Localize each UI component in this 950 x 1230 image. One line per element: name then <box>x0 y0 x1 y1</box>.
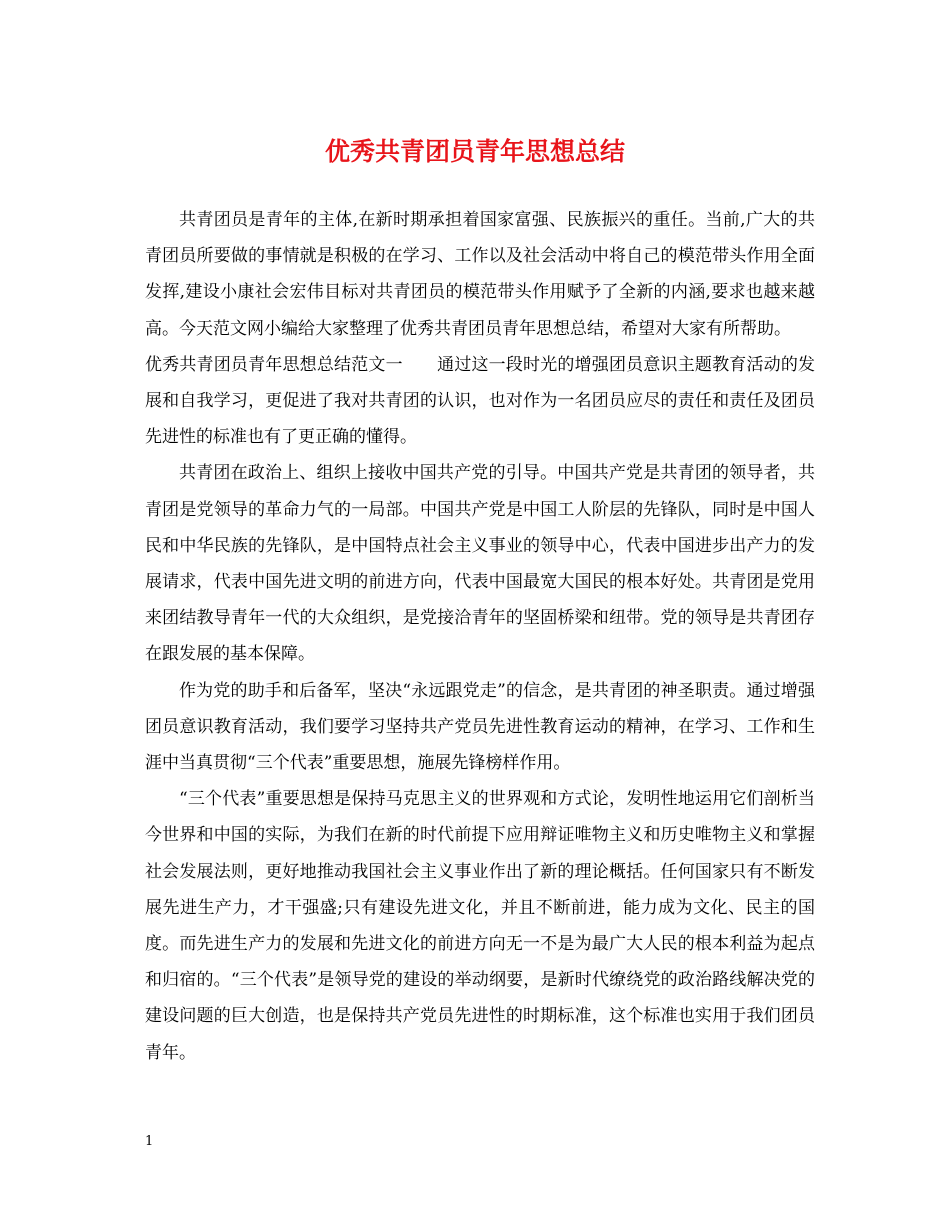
paragraph-intro: 共青团员是青年的主体,在新时期承担着国家富强、民族振兴的重任。当前,广大的共青团员所要做的事情就是积极的在学习、工作以及社会活动中将自己的模范带头作用全面发挥,建设小康社会宏伟目标对共青团员的模范带头作用赋予了全新的内涵,要求也越来越高。今天范文网小编给大家整理了优秀共青团员青年思想总结，希望对大家有所帮助。 <box>145 210 815 339</box>
document-body <box>145 202 815 1071</box>
page-number: 1 <box>145 1134 154 1149</box>
paragraph-three-represents: “三个代表”重要思想是保持马克思主义的世界观和方式论，发明性地运用它们剖析当今世界和中国的实际，为我们在新的时代前提下应用辩证唯物主义和历史唯物主义和掌握社会发展法则，更好地推动我国社会主义事业作出了新的理论概括。任何国家只有不断发展先进生产力，才干强盛;只有建设先进文化，并且不断前进，能力成为文化、民主的国度。而先进生产力的发展和先进文化的前进方向无一不是为最广大人民的根本利益为起点和归宿的。“三个代表”是领导党的建设的举动纲要，是新时代缭绕党的政治路线解决党的建设问题的巨大创造，也是保持共产党员先进性的时期标准，这个标准也实用于我们团员青年。 <box>145 789 815 1063</box>
page-title: 优秀共青团员青年思想总结 <box>324 137 625 166</box>
paragraph-party-leadership: 共青团在政治上、组织上接收中国共产党的引导。中国共产党是共青团的领导者，共青团是党领导的革命力气的一局部。中国共产党是中国工人阶层的先锋队，同时是中国人民和中华民族的先锋队，是中国特点社会主义事业的领导中心，代表中国进步出产力的发展请求，代表中国先进文明的前进方向，代表中国最宽大国民的根本好处。共青团是党用来团结教导青年一代的大众组织，是党接洽青年的坚固桥梁和纽带。党的领导是共青团存在跟发展的基本保障。 <box>145 463 815 665</box>
paragraph-sample-one: 优秀共青团员青年思想总结范文一 通过这一段时光的增强团员意识主题教育活动的发展和自我学习，更促进了我对共青团的认识，也对作为一名团员应尽的责任和责任及团员先进性的标准也有了更正确的懂得。 <box>145 354 815 448</box>
paragraph-reserve-army: 作为党的助手和后备军，坚决“永远跟党走”的信念，是共青团的神圣职责。通过增强团员意识教育活动，我们要学习坚持共产党员先进性教育运动的精神，在学习、工作和生涯中当真贯彻“三个代表”重要思想，施展先锋榜样作用。 <box>145 680 815 774</box>
